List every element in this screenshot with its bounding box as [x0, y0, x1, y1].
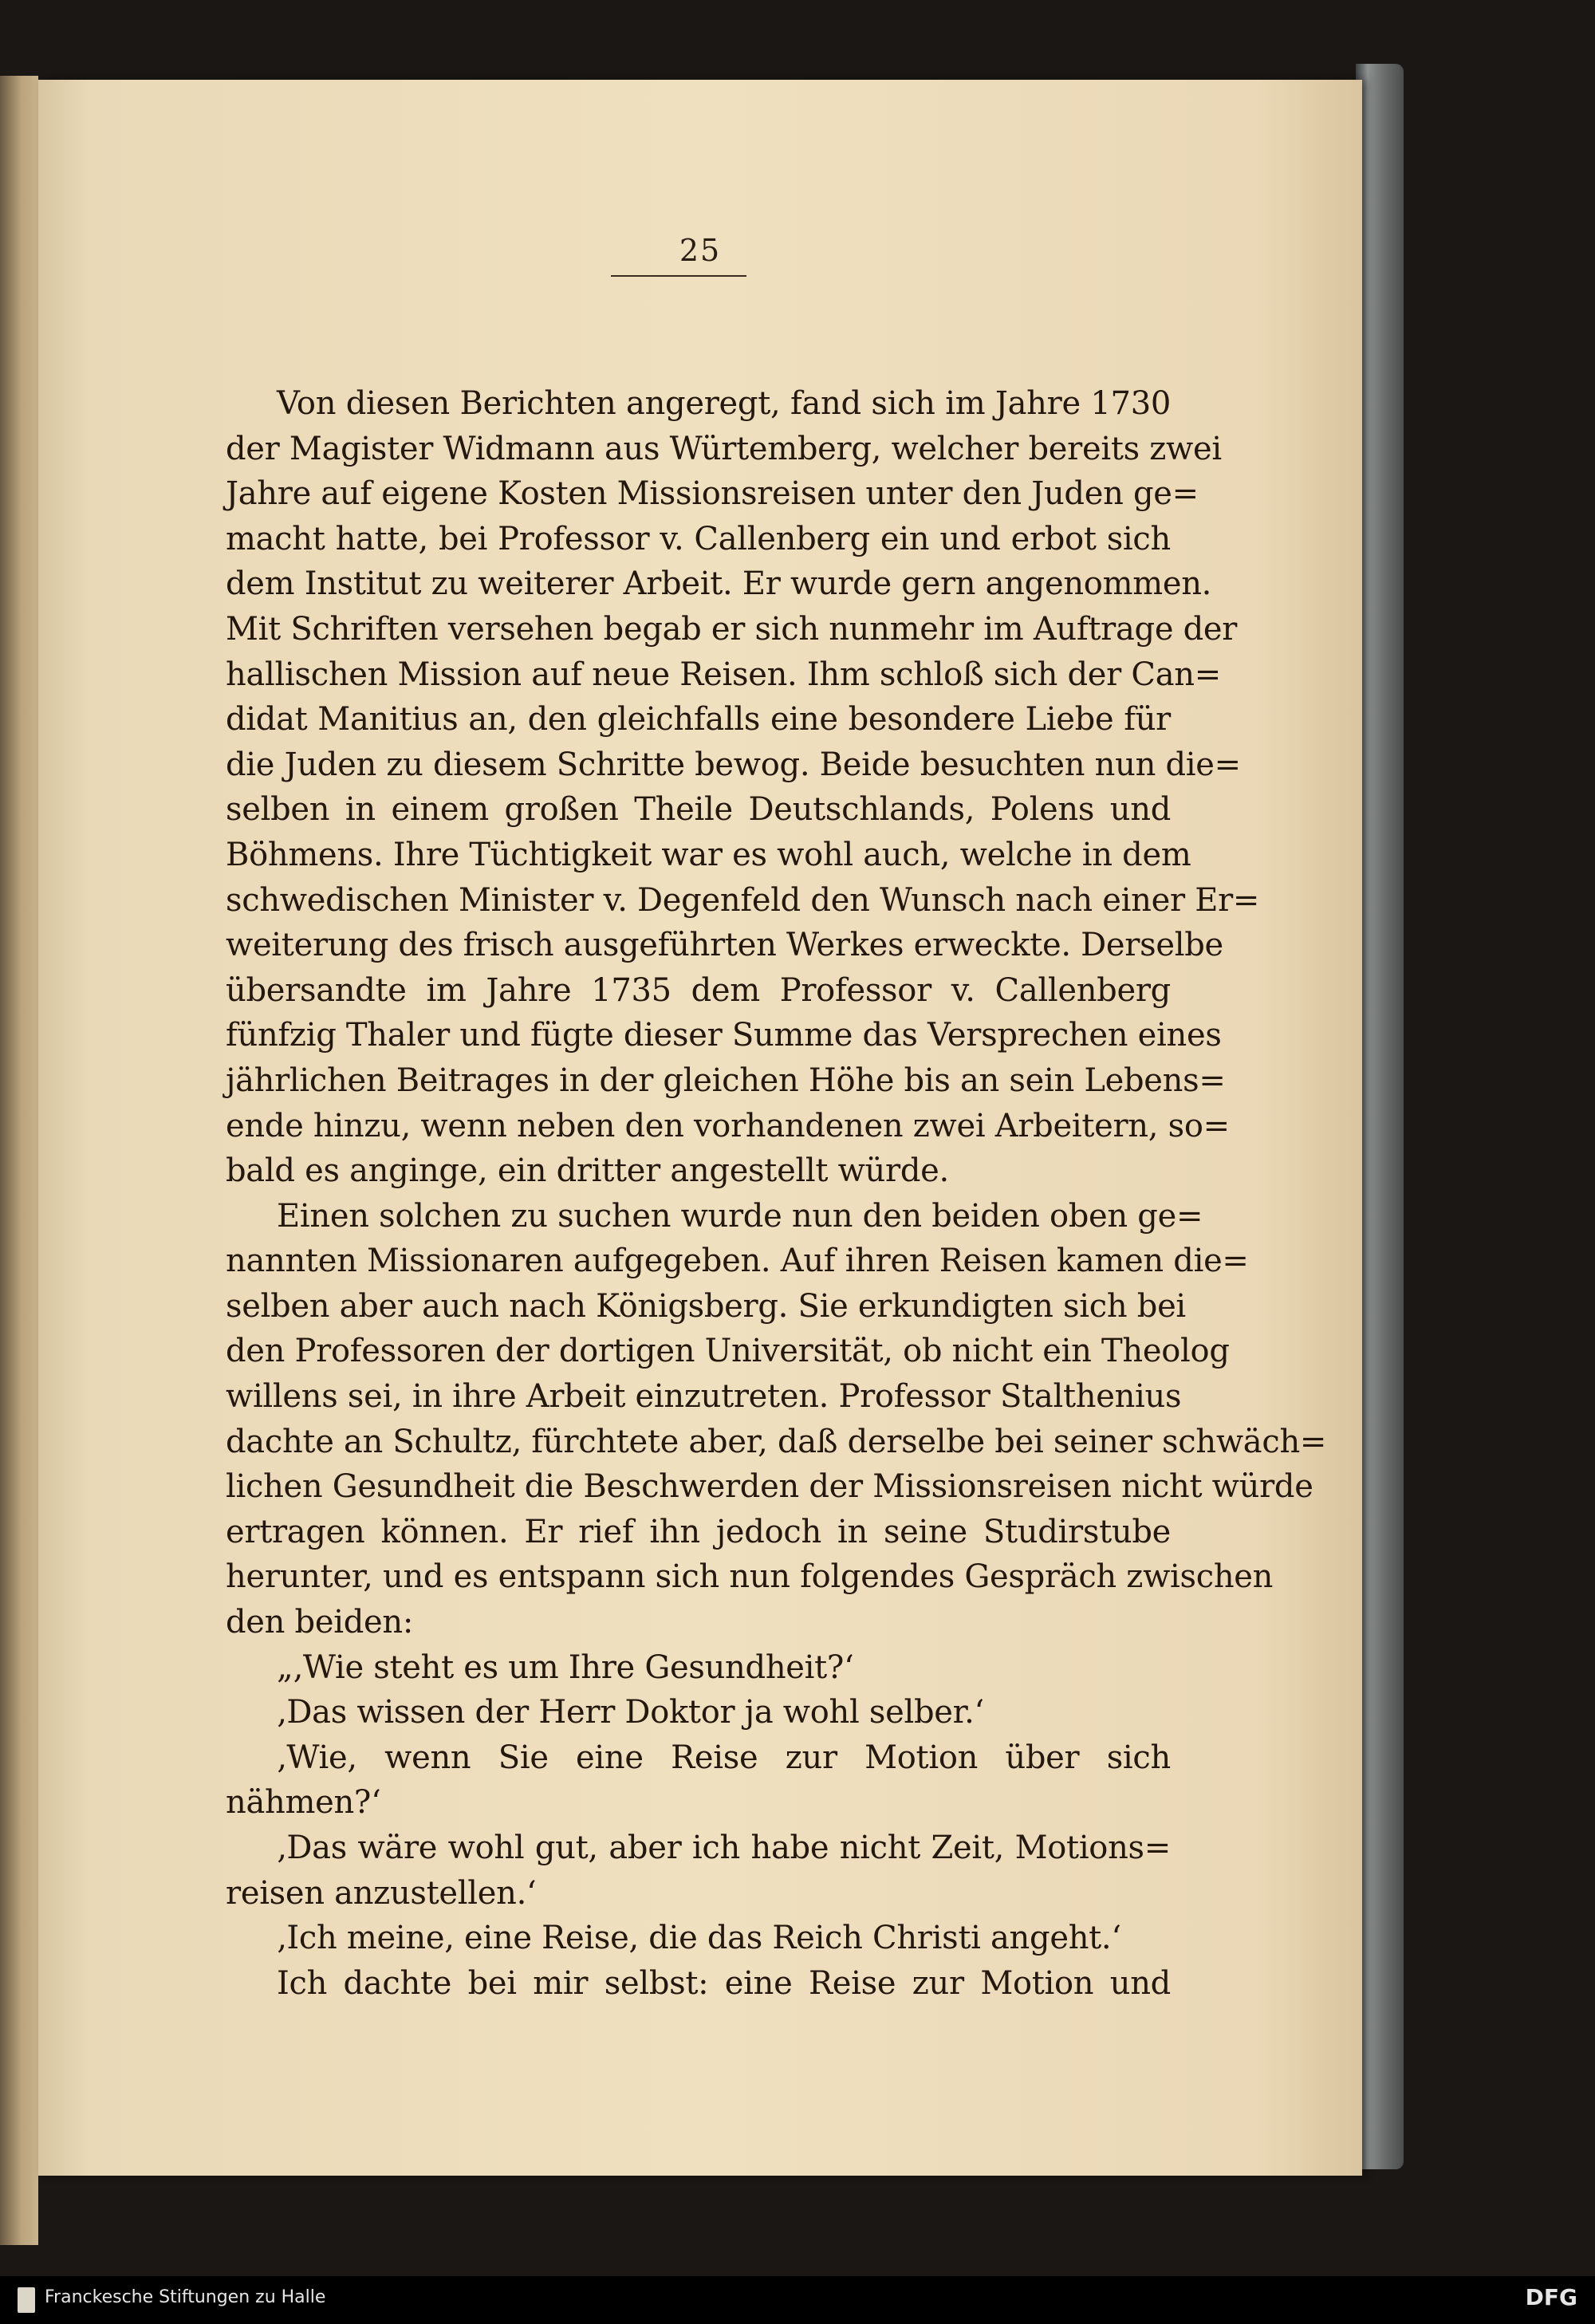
text-line: ‚Wie, wenn Sie eine Reise zur Motion über sich: [277, 1739, 1171, 1776]
text-line: übersandte im Jahre 1735 dem Professor v. Callenberg: [226, 971, 1171, 1009]
text-line: der Magister Widmann aus Würtemberg, welcher bereits zwei: [226, 430, 1222, 467]
text-line: ertragen können. Er rief ihn jedoch in seine Studirstube: [226, 1513, 1171, 1550]
text-line: didat Manitius an, den gleichfalls eine besondere Liebe für: [226, 701, 1171, 739]
text-line: fünfzig Thaler und fügte dieser Summe das Versprechen eines: [226, 1017, 1222, 1054]
text-line: selben aber auch nach Königsberg. Sie erkundigten sich bei: [226, 1287, 1186, 1325]
text-line: „‚Wie steht es um Ihre Gesundheit?‘: [277, 1648, 854, 1686]
text-line: macht hatte, bei Professor v. Callenberg ein und erbot sich: [226, 520, 1171, 557]
text-line: ‚Das wissen der Herr Doktor ja wohl selber.‘: [277, 1694, 984, 1731]
text-line: dem Institut zu weiterer Arbeit. Er wurde gern angenommen.: [226, 565, 1212, 603]
dfg-badge: DFG: [1525, 2284, 1577, 2310]
text-line: herunter, und es entspann sich nun folgendes Gespräch zwischen: [226, 1558, 1274, 1596]
paragraph: [226, 1645, 1171, 1691]
footer-bar: [0, 2276, 1595, 2324]
text-line: selben in einem großen Theile Deutschlands, Polens und: [226, 791, 1171, 829]
text-line: bald es anginge, ein dritter angestellt würde.: [226, 1152, 949, 1190]
institution-logo-icon: [18, 2287, 35, 2313]
text-line: den beiden:: [226, 1604, 414, 1641]
text-line: jährlichen Beitrages in der gleichen Höhe bis an sein Lebens=: [226, 1062, 1226, 1099]
paragraph: [226, 381, 1260, 1194]
text-line: Jahre auf eigene Kosten Missionsreisen unter den Juden ge=: [226, 475, 1199, 513]
page-number: 25: [679, 233, 722, 268]
text-line: ‚Das wäre wohl gut, aber ich habe nicht Zeit, Motions=: [277, 1830, 1171, 1866]
book-page: [38, 80, 1362, 2176]
paragraph: [226, 1961, 1171, 2007]
text-line: die Juden zu diesem Schritte bewog. Beide besuchten nun die=: [226, 746, 1241, 783]
book-cover-edge: [1356, 64, 1404, 2169]
text-line: ende hinzu, wenn neben den vorhandenen zwei Arbeitern, so=: [226, 1107, 1230, 1144]
text-line: nähmen?‘: [226, 1784, 381, 1822]
text-line: Mit Schriften versehen begab er sich nunmehr im Auftrage der: [226, 610, 1238, 648]
text-line: reisen anzustellen.‘: [226, 1874, 537, 1912]
body-text: [226, 381, 1327, 2006]
text-line: Ich dachte bei mir selbst: eine Reise zur Motion und: [277, 1964, 1171, 2002]
text-line: Böhmens. Ihre Tüchtigkeit war es wohl auch, welche in dem: [226, 836, 1191, 873]
text-line: hallischen Mission auf neue Reisen. Ihm schloß sich der Can=: [226, 656, 1221, 693]
paragraph: [226, 1826, 1171, 1916]
paragraph: [226, 1690, 1171, 1735]
text-line: lichen Gesundheit die Beschwerden der Missionsreisen nicht würde: [226, 1468, 1313, 1506]
previous-page-edge: [0, 76, 38, 2245]
paragraph: [226, 1916, 1171, 1961]
text-line: den Professoren der dortigen Universität, ob nicht ein Theolog: [226, 1333, 1230, 1370]
text-line: schwedischen Minister v. Degenfeld den Wunsch nach einer Er=: [226, 881, 1260, 919]
text-line: Von diesen Berichten angeregt, fand sich im Jahre 1730: [277, 385, 1171, 422]
text-line: dachte an Schultz, fürchtete aber, daß derselbe bei seiner schwäch=: [226, 1423, 1327, 1460]
footer-source: Franckesche Stiftungen zu Halle: [45, 2287, 326, 2307]
paragraph: [226, 1194, 1327, 1645]
paragraph: [226, 1735, 1171, 1826]
text-line: nannten Missionaren aufgegeben. Auf ihren Reisen kamen die=: [226, 1243, 1249, 1280]
header-rule: [611, 275, 746, 277]
text-line: weiterung des frisch ausgeführten Werkes erweckte. Derselbe: [226, 927, 1223, 964]
text-line: Einen solchen zu suchen wurde nun den beiden oben ge=: [277, 1197, 1203, 1235]
text-line: willens sei, in ihre Arbeit einzutreten. Professor Stalthenius: [226, 1378, 1182, 1416]
text-line: ‚Ich meine, eine Reise, die das Reich Christi angeht.‘: [277, 1920, 1121, 1957]
